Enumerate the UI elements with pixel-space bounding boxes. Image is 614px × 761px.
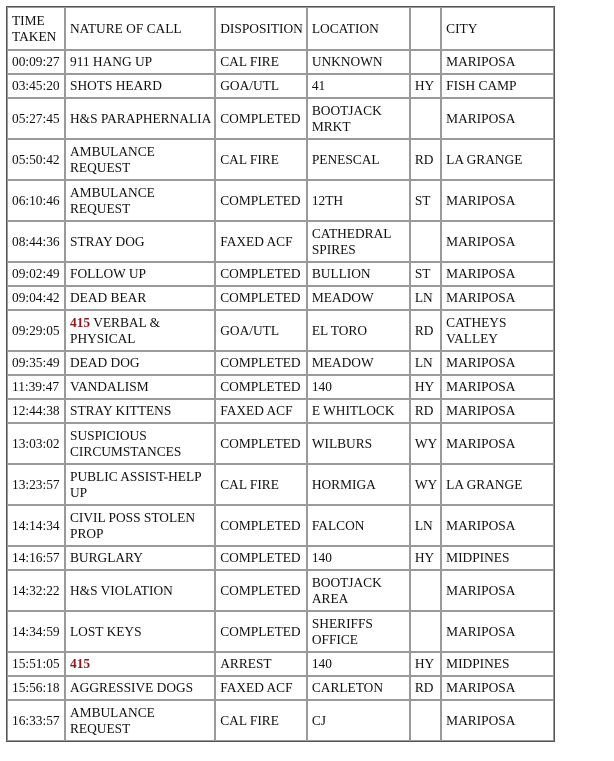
street-suffix-cell: WY [410,464,441,505]
city-cell-line: MIDPINES [446,656,510,671]
city-cell-line: MARIPOSA [446,290,516,305]
location-cell-line: SHERIFFS [311,615,373,631]
time-taken-cell: 11:39:47 [7,375,65,399]
location-cell-line: EL TORO [311,322,368,338]
nature-of-call-line: H&S PARAPHERNALIA [70,110,212,126]
disposition-cell: CAL FIRE [215,139,307,180]
table-row [7,180,554,221]
time-taken-cell: 14:16:57 [7,546,65,570]
time-taken-cell: 08:44:36 [7,221,65,262]
location-cell-line: E WHITLOCK [311,403,395,418]
time-taken-cell: 09:35:49 [7,351,65,375]
city-cell [441,221,554,262]
nature-of-call-cell [65,676,215,700]
header-time-taken: TIME TAKEN [7,7,65,50]
location-cell-line: UNKNOWN [311,54,383,69]
city-cell [441,676,554,700]
disposition-cell: CAL FIRE [215,700,307,741]
table-row [7,464,554,505]
time-taken-cell: 06:10:46 [7,180,65,221]
nature-of-call-line: CIRCUMSTANCES [70,443,182,459]
call-log [6,6,555,742]
nature-of-call-line: BURGLARY [70,550,143,565]
city-cell-line: MARIPOSA [446,582,516,598]
nature-of-call-line: AMBULANCE [70,704,155,720]
street-suffix-cell [410,98,441,139]
time-taken-cell: 05:50:42 [7,139,65,180]
location-cell [307,546,410,570]
street-suffix-cell: ST [410,180,441,221]
disposition-cell: FAXED ACF [215,399,307,423]
disposition-cell: COMPLETED [215,423,307,464]
location-cell [307,310,410,351]
street-suffix-cell: RD [410,399,441,423]
city-cell [441,180,554,221]
nature-of-call-cell [65,464,215,505]
nature-of-call-line: VERBAL & [90,314,161,330]
location-cell-line: PENESCAL [311,151,380,167]
city-cell-line: MARIPOSA [446,712,516,728]
city-cell [441,375,554,399]
city-cell-line: MARIPOSA [446,266,516,281]
street-suffix-cell [410,50,441,74]
location-cell-line: SPIRES [311,241,356,257]
city-cell [441,570,554,611]
location-cell-line: OFFICE [311,631,358,647]
table-row [7,676,554,700]
nature-of-call-cell [65,180,215,221]
location-cell-line: MEADOW [311,355,374,370]
nature-of-call-cell [65,375,215,399]
nature-of-call-cell [65,546,215,570]
table-row [7,399,554,423]
location-cell [307,180,410,221]
city-cell-line: LA GRANGE [446,476,523,492]
nature-of-call-cell [65,98,215,139]
table-row [7,310,554,351]
disposition-cell: FAXED ACF [215,676,307,700]
city-cell-line: MARIPOSA [446,233,516,249]
city-cell [441,50,554,74]
nature-of-call-line: LOST KEYS [70,623,142,639]
location-cell-line: FALCON [311,517,365,533]
street-suffix-cell: HY [410,652,441,676]
location-cell [307,286,410,310]
table-row [7,50,554,74]
city-cell [441,505,554,546]
time-taken-cell: 09:29:05 [7,310,65,351]
location-cell [307,700,410,741]
nature-of-call-line: DEAD BEAR [70,290,147,305]
city-cell-line: MARIPOSA [446,403,516,418]
location-cell-line: 41 [311,78,326,93]
time-taken-cell: 14:34:59 [7,611,65,652]
location-cell-line: BULLION [311,266,371,281]
location-cell-line: CARLETON [311,680,384,695]
time-taken-cell: 15:51:05 [7,652,65,676]
location-cell-line: 140 [311,656,332,671]
nature-of-call-cell [65,505,215,546]
nature-of-call-line: CIVIL POSS STOLEN [70,509,195,525]
table-row [7,652,554,676]
city-cell-line: MARIPOSA [446,355,516,370]
nature-of-call-line: STRAY DOG [70,233,145,249]
nature-of-call-cell [65,611,215,652]
nature-of-call-cell [65,351,215,375]
nature-of-call-cell [65,262,215,286]
location-cell [307,139,410,180]
nature-of-call-cell [65,221,215,262]
disposition-cell: COMPLETED [215,180,307,221]
location-cell [307,351,410,375]
header-location: LOCATION [307,7,410,50]
disposition-cell: COMPLETED [215,611,307,652]
location-cell [307,98,410,139]
header-suffix [410,7,441,50]
table-row [7,375,554,399]
nature-of-call-cell [65,50,215,74]
street-suffix-cell: RD [410,139,441,180]
time-taken-cell: 13:23:57 [7,464,65,505]
street-suffix-cell: ST [410,262,441,286]
table-row [7,262,554,286]
table-row [7,570,554,611]
time-taken-cell: 12:44:38 [7,399,65,423]
disposition-cell: CAL FIRE [215,50,307,74]
street-suffix-cell [410,700,441,741]
city-cell [441,139,554,180]
disposition-cell: FAXED ACF [215,221,307,262]
nature-of-call-cell [65,652,215,676]
city-cell [441,262,554,286]
location-cell-line: CJ [311,712,326,728]
disposition-cell: COMPLETED [215,546,307,570]
disposition-cell: COMPLETED [215,286,307,310]
header-disposition: DISPOSITION [215,7,307,50]
location-cell [307,464,410,505]
table-row [7,700,554,741]
location-cell-line: AREA [311,590,349,606]
city-cell [441,351,554,375]
time-taken-cell: 14:32:22 [7,570,65,611]
location-cell [307,399,410,423]
location-cell-line: 140 [311,550,332,565]
nature-of-call-line: AMBULANCE [70,184,155,200]
nature-of-call-cell [65,139,215,180]
location-cell-line: WILBURS [311,435,373,451]
street-suffix-cell [410,570,441,611]
disposition-cell: GOA/UTL [215,310,307,351]
location-cell-line: BOOTJACK [311,102,382,118]
call-log-table [6,6,555,742]
nature-of-call-cell [65,74,215,98]
table-row [7,221,554,262]
disposition-cell: COMPLETED [215,351,307,375]
city-cell-line: MARIPOSA [446,192,516,208]
city-cell-line: MARIPOSA [446,680,516,695]
table-row [7,98,554,139]
location-cell [307,676,410,700]
nature-of-call-line: REQUEST [70,159,131,175]
nature-of-call-line: STRAY KITTENS [70,403,172,418]
nature-of-call-cell [65,700,215,741]
city-cell [441,286,554,310]
street-suffix-cell: RD [410,310,441,351]
street-suffix-cell: RD [410,676,441,700]
location-cell-line: HORMIGA [311,476,376,492]
nature-of-call-line: SUSPICIOUS [70,427,147,443]
city-cell [441,399,554,423]
city-cell-line: MARIPOSA [446,517,516,533]
city-cell-line: FISH CAMP [446,78,517,93]
street-suffix-cell: HY [410,546,441,570]
nature-of-call-line: PUBLIC ASSIST-HELP [70,468,202,484]
street-suffix-cell [410,611,441,652]
time-taken-cell: 00:09:27 [7,50,65,74]
nature-of-call-line: 911 HANG UP [70,54,153,69]
time-taken-cell: 16:33:57 [7,700,65,741]
city-cell [441,652,554,676]
location-cell-line: MRKT [311,118,351,134]
location-cell-line: 12TH [311,192,344,208]
city-cell [441,423,554,464]
time-taken-cell: 05:27:45 [7,98,65,139]
nature-of-call-cell [65,423,215,464]
nature-of-call-line: REQUEST [70,720,131,736]
table-row [7,74,554,98]
city-cell [441,310,554,351]
city-cell-line: CATHEYS [446,314,507,330]
nature-of-call-line: FOLLOW UP [70,266,147,281]
header-city: CITY [441,7,554,50]
disposition-cell: CAL FIRE [215,464,307,505]
location-cell [307,611,410,652]
city-cell [441,74,554,98]
city-cell-line: MARIPOSA [446,623,516,639]
location-cell [307,570,410,611]
disposition-cell: COMPLETED [215,98,307,139]
nature-of-call-line: VANDALISM [70,379,149,394]
table-row [7,546,554,570]
nature-of-call-line: UP [70,484,88,500]
nature-of-call-cell [65,399,215,423]
time-taken-cell: 09:04:42 [7,286,65,310]
nature-of-call-line: H&S VIOLATION [70,582,173,598]
header-row [7,7,554,50]
header-nature-of-call: NATURE OF CALL [65,7,215,50]
call-code: 415 [70,314,91,330]
table-row [7,505,554,546]
street-suffix-cell [410,221,441,262]
street-suffix-cell: LN [410,505,441,546]
location-cell [307,74,410,98]
city-cell-line: VALLEY [446,330,498,346]
city-cell-line: MARIPOSA [446,379,516,394]
city-cell-line: MARIPOSA [446,54,516,69]
nature-of-call-line: AGGRESSIVE DOGS [70,680,194,695]
street-suffix-cell: HY [410,375,441,399]
location-cell-line: MEADOW [311,290,374,305]
city-cell-line: MIDPINES [446,550,510,565]
disposition-cell: COMPLETED [215,375,307,399]
city-cell [441,611,554,652]
city-cell-line: MARIPOSA [446,110,516,126]
nature-of-call-cell [65,286,215,310]
nature-of-call-cell [65,570,215,611]
disposition-cell: GOA/UTL [215,74,307,98]
disposition-cell: COMPLETED [215,262,307,286]
city-cell-line: LA GRANGE [446,151,523,167]
disposition-cell: ARREST [215,652,307,676]
table-row [7,351,554,375]
nature-of-call-cell [65,310,215,351]
city-cell [441,98,554,139]
time-taken-cell: 14:14:34 [7,505,65,546]
city-cell-line: MARIPOSA [446,435,516,451]
location-cell [307,505,410,546]
time-taken-cell: 13:03:02 [7,423,65,464]
nature-of-call-line: DEAD DOG [70,355,140,370]
nature-of-call-line: REQUEST [70,200,131,216]
time-taken-cell: 09:02:49 [7,262,65,286]
table-row [7,286,554,310]
disposition-cell: COMPLETED [215,570,307,611]
nature-of-call-line: PROP [70,525,104,541]
nature-of-call-line: SHOTS HEARD [70,78,162,93]
table-row [7,611,554,652]
street-suffix-cell: LN [410,286,441,310]
location-cell [307,50,410,74]
location-cell-line: 140 [311,379,332,394]
call-code: 415 [70,656,91,671]
street-suffix-cell: WY [410,423,441,464]
location-cell-line: CATHEDRAL [311,225,392,241]
time-taken-cell: 15:56:18 [7,676,65,700]
location-cell [307,423,410,464]
disposition-cell: COMPLETED [215,505,307,546]
location-cell [307,375,410,399]
table-row [7,139,554,180]
location-cell [307,262,410,286]
time-taken-cell: 03:45:20 [7,74,65,98]
location-cell [307,221,410,262]
location-cell [307,652,410,676]
city-cell [441,546,554,570]
street-suffix-cell: LN [410,351,441,375]
city-cell [441,700,554,741]
city-cell [441,464,554,505]
table-row [7,423,554,464]
street-suffix-cell: HY [410,74,441,98]
location-cell-line: BOOTJACK [311,574,382,590]
nature-of-call-line: AMBULANCE [70,143,155,159]
nature-of-call-line: PHYSICAL [70,330,136,346]
